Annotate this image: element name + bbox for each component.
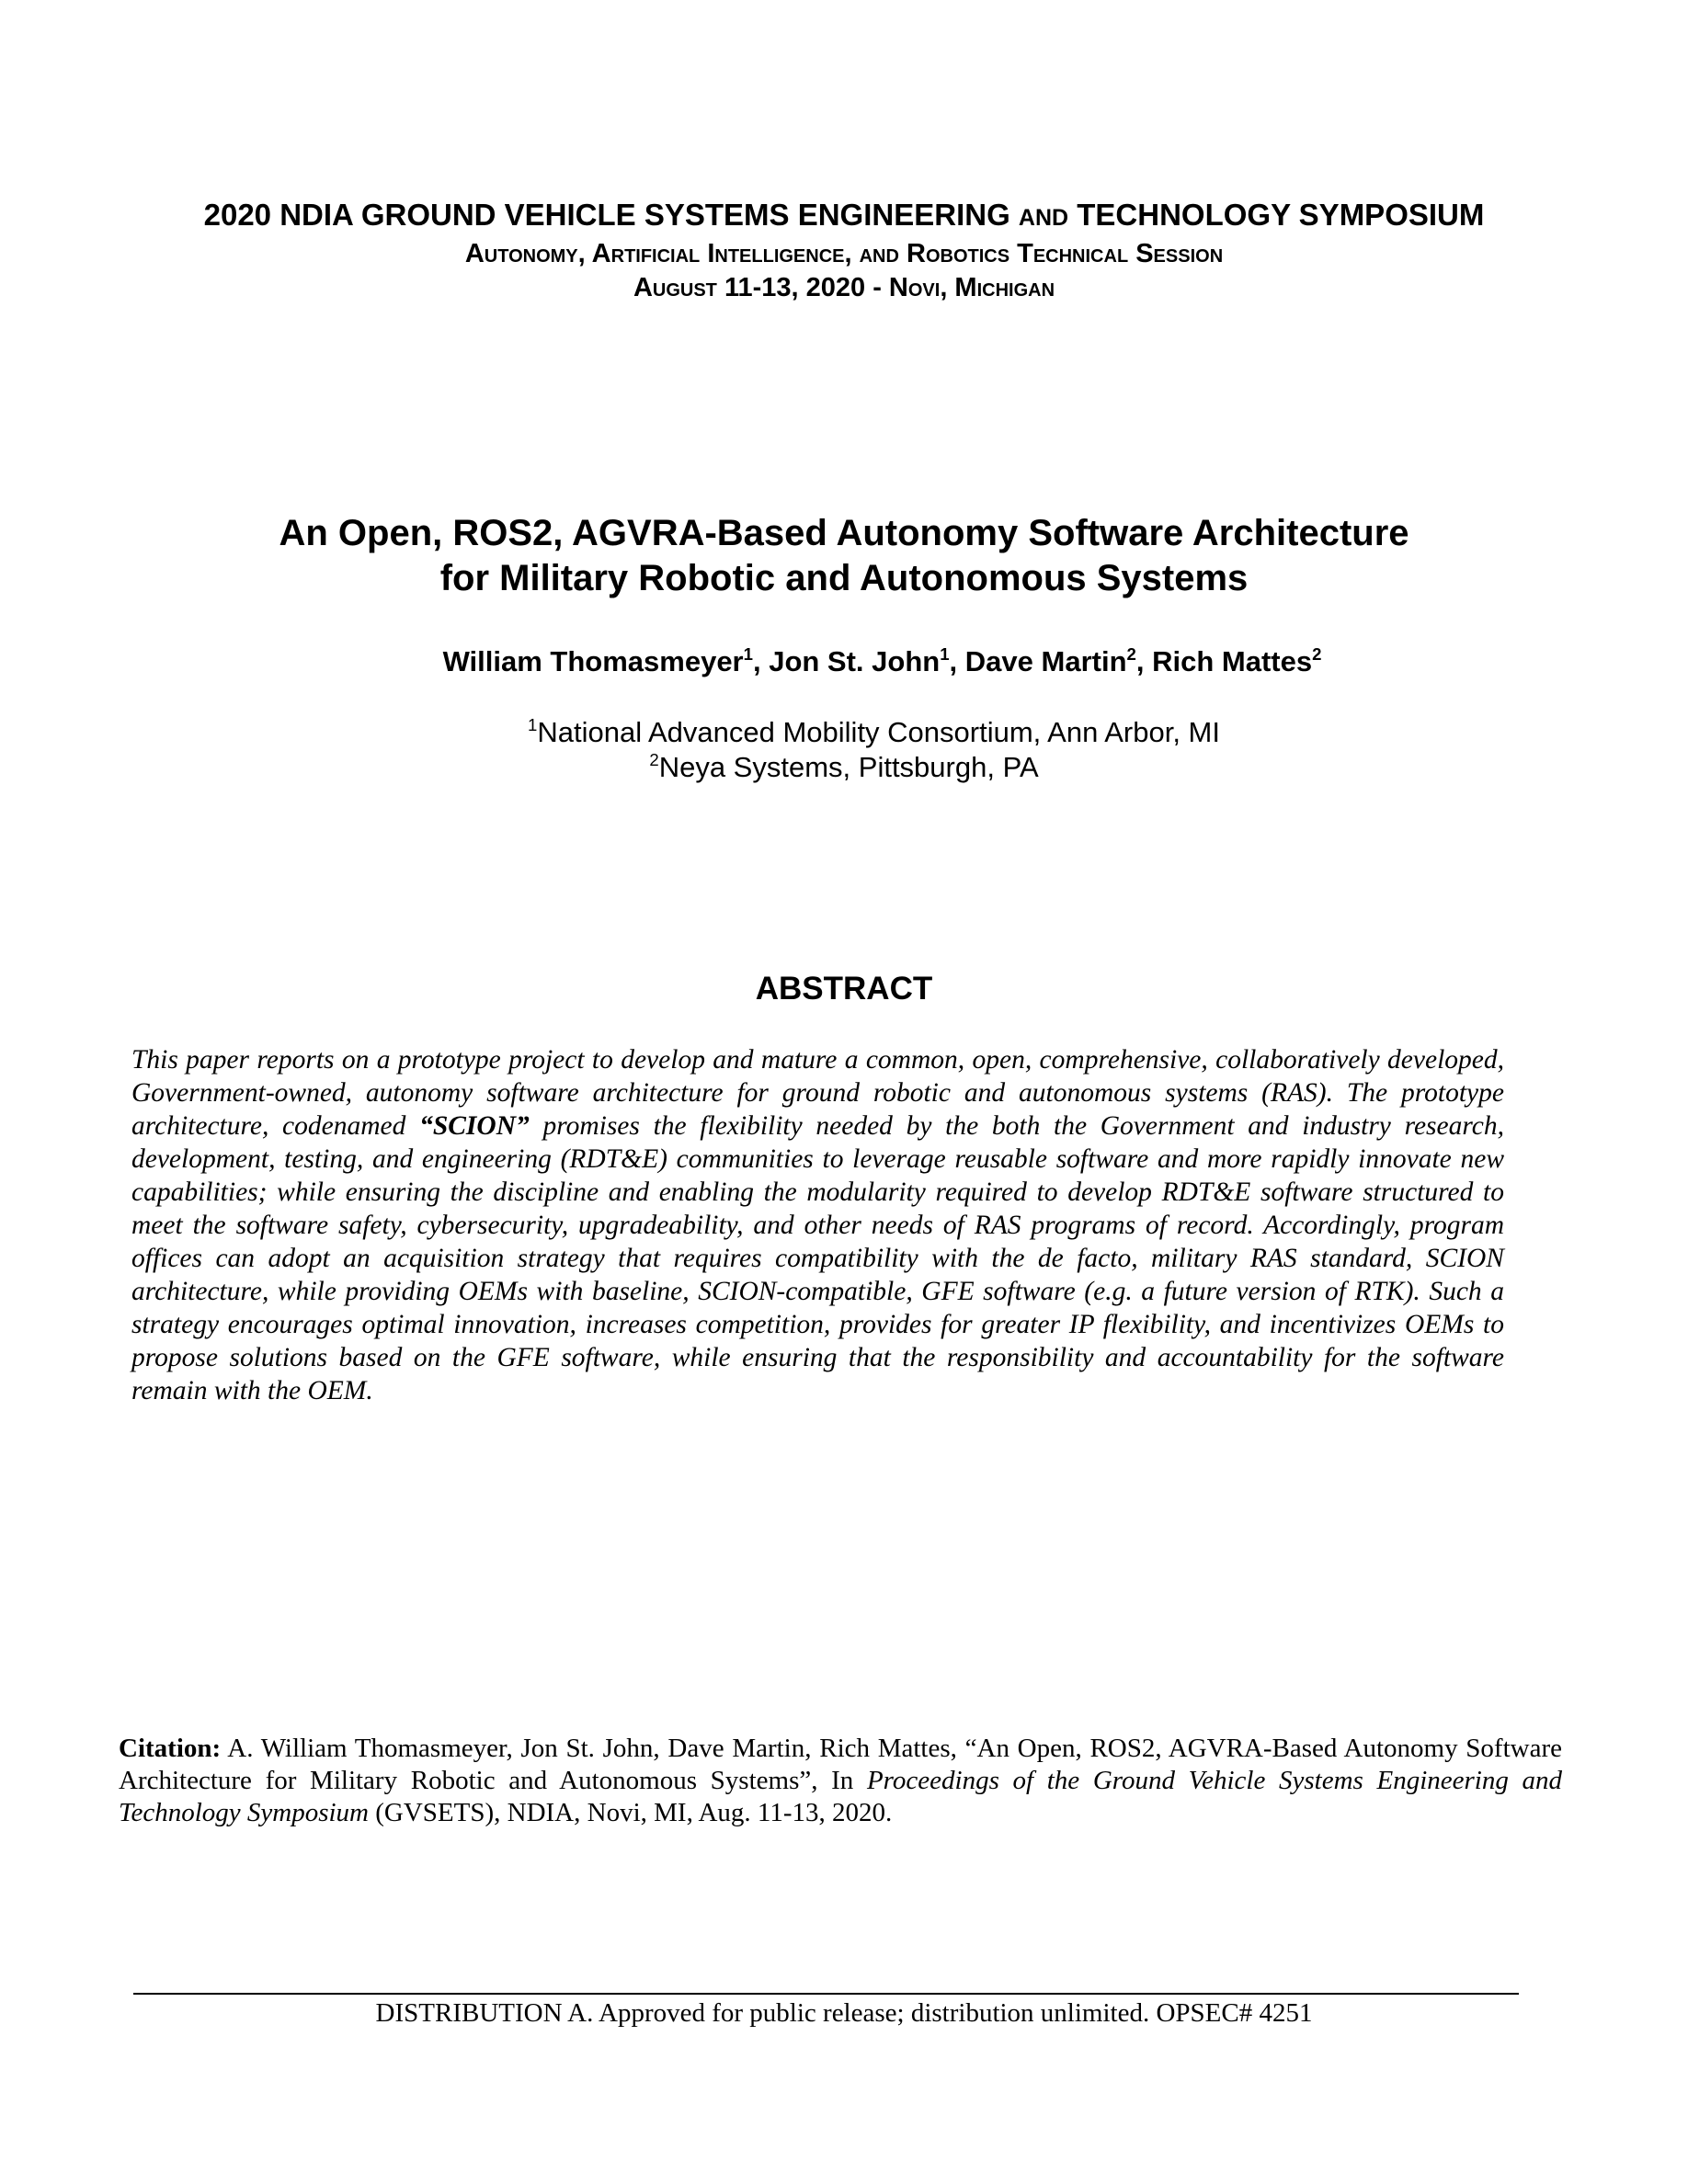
author-names	[443, 643, 1322, 680]
citation-proceedings: Proceedings of the Ground Vehicle Systems Engineering and Technology Symposium	[119, 1766, 1563, 1827]
abstract-heading: ABSTRACT	[755, 971, 933, 1007]
author-separator: ,	[1135, 645, 1153, 677]
abstract-codename: “SCION”	[419, 1111, 530, 1141]
author-name: William Thomasmeyer	[442, 645, 744, 677]
affiliation	[60, 715, 1688, 750]
paper-title-line-2: for Military Robotic and Autonomous Systems	[439, 558, 1249, 598]
conference-name	[0, 196, 1688, 237]
author-name: Rich Mattes	[1152, 645, 1313, 677]
affiliation-mark: 2	[649, 749, 659, 769]
author-affiliation-mark: 2	[1312, 643, 1322, 664]
conference-name-part-2: TECHNOLOGY SYMPOSIUM	[1077, 198, 1485, 232]
abstract-text-part-2: promises the flexibility needed by the both the Government and industry research, development, testing, and engineering (RDT&E) communities to leverage reusable software and more rapidly innovate new capabilities; while ensuring the discipline and enabling the modularity required to develop RDT&E software structured to meet the software safety, cybersecurity, upgradeability, and other needs of RAS programs of record. Accordingly, program offices can adopt an acquisition strategy that requires compatibility with the de facto, military RAS standard, SCION architecture, while providing OEMs with baseline, SCION-compatible, GFE software (e.g. a future version of RTK). Such a strategy encourages optimal innovation, increases competition, provides for greater IP flexibility, and incentivizes OEMs to propose solutions based on the GFE software, while ensuring that the responsibility and accountability for the software remain with the OEM.	[131, 1111, 1504, 1405]
footer-divider	[133, 1993, 1519, 1995]
citation-label: Citation:	[119, 1734, 222, 1763]
session-name: Autonomy, Artificial Intelligence, and Robotics Technical Session	[464, 239, 1224, 268]
affiliation	[0, 750, 1688, 785]
paper-title	[0, 511, 1688, 601]
paper-title-line-1: An Open, ROS2, AGVRA-Based Autonomy Software Architecture	[279, 513, 1409, 553]
affiliation-list	[0, 715, 1688, 785]
author-name: Dave Martin	[964, 645, 1127, 677]
author-list	[0, 643, 1688, 680]
author-name: Jon St. John	[769, 645, 941, 677]
citation-text-part-2: (GVSETS), NDIA, Novi, MI, Aug. 11-13, 2020.	[369, 1798, 893, 1827]
citation-text-part-1: A. William Thomasmeyer, Jon St. John, Dave Martin, Rich Mattes, “An Open, ROS2, AGVRA-Based Autonomy Software Architecture for Military Robotic and Autonomous Systems”, In	[119, 1734, 1562, 1795]
conference-name-and: AND	[1018, 205, 1069, 231]
author-affiliation-mark: 1	[743, 643, 753, 664]
conference-date-location: August 11-13, 2020 - Novi, Michigan	[633, 273, 1055, 302]
affiliation-mark: 1	[528, 714, 538, 734]
affiliation-text: National Advanced Mobility Consortium, Ann Arbor, MI	[537, 716, 1220, 748]
conference-header	[0, 196, 1688, 305]
abstract-body	[131, 1043, 1504, 1407]
author-affiliation-mark: 2	[1126, 643, 1136, 664]
distribution-statement: DISTRIBUTION A. Approved for public release; distribution unlimited. OPSEC# 4251	[375, 1998, 1313, 2028]
conference-name-part-1: 2020 NDIA GROUND VEHICLE SYSTEMS ENGINEERING	[203, 198, 1010, 232]
author-affiliation-mark: 1	[940, 643, 950, 664]
affiliation-text: Neya Systems, Pittsburgh, PA	[658, 751, 1039, 783]
citation-block	[119, 1733, 1562, 1829]
author-separator: ,	[752, 645, 770, 677]
author-separator: ,	[949, 645, 965, 677]
abstract-text-part-1: This paper reports on a prototype project to develop and mature a common, open, comprehensive, collaboratively developed, Government-owned, autonomy software architecture for ground robotic and autonomous systems (RAS). The prototype architecture, codenamed	[131, 1045, 1504, 1141]
